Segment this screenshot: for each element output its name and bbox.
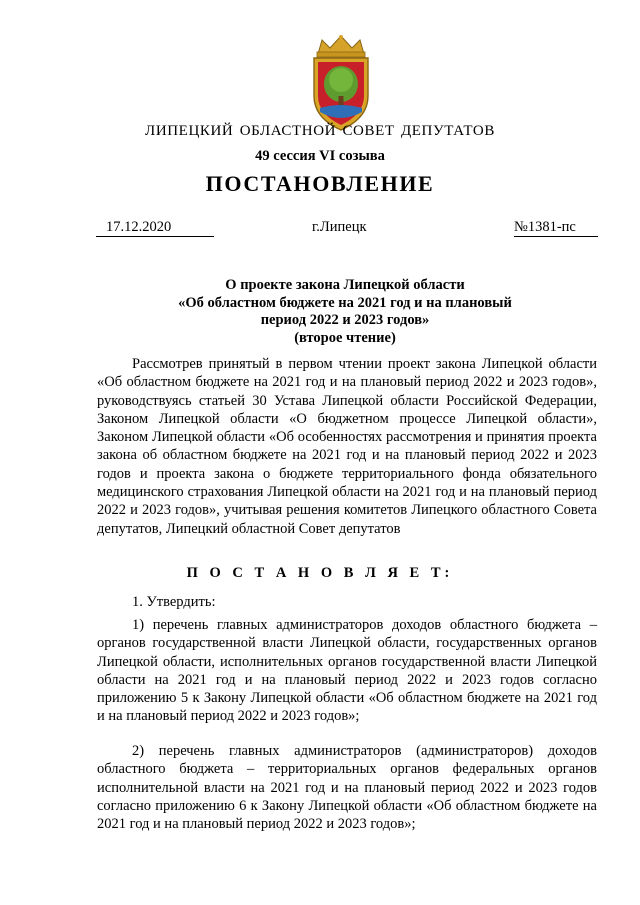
title-line: О проекте закона Липецкой области	[225, 277, 465, 293]
document-city: г.Липецк	[312, 219, 367, 235]
title-line: период 2022 и 2023 годов»	[260, 312, 430, 328]
resolves-heading: П О С Т А Н О В Л Я Е Т:	[186, 565, 454, 581]
title-line: (второе чтение)	[294, 329, 396, 346]
coat-of-arms-icon	[300, 34, 382, 134]
document-date: 17.12.2020	[96, 219, 214, 237]
sub-item-1-paragraph: 1) перечень главных администраторов доходов областного бюджета – органов государственной власти Липецкой области, государственных органов Липецкой области, исполнительных органов государственной власти Липецкой области на 2021 год и на плановый период 2022 и 2023 годов согласно приложению 5 к Закону Липецкой области «Об областном бюджете на 2021 год и на плановый период 2022 и 2023 годов»;	[97, 617, 597, 725]
session-label: 49 сессия VI созыва	[255, 148, 385, 164]
item-1-heading: 1. Утвердить:	[132, 594, 216, 610]
document-number: №1381-пс	[514, 219, 598, 237]
sub-item-2-paragraph: 2) перечень главных администраторов (администраторов) доходов областного бюджета – территориальных органов федеральных органов исполнительной власти на 2021 год и на плановый период 2022 и 2023 годов согласно приложению 6 к Закону Липецкой области «Об областном бюджете на 2021 год и на плановый период 2022 и 2023 годов»;	[97, 743, 597, 833]
document-title	[100, 277, 590, 347]
document-type: ПОСТАНОВЛЕНИЕ	[205, 171, 435, 196]
council-name: ЛИПЕЦКИЙ ОБЛАСТНОЙ СОВЕТ ДЕПУТАТОВ	[145, 123, 495, 139]
preamble-paragraph: Рассмотрев принятый в первом чтении проект закона Липецкой области «Об областном бюджете на 2021 год и на плановый период 2022 и 2023 годов», руководствуясь статьей 30 Устава Липецкой области Российской Федерации, Законом Липецкой области «О бюджетном процессе Липецкой области», Законом Липецкой области «Об особенностях рассмотрения и принятия проекта закона об областном бюджете на 2021 год и на плановый период 2022 и 2023 годов и проекта закона о бюджете территориального фонда обязательного медицинского страхования Липецкой области на 2021 год и на плановый период 2022 и 2023 годов», учитывая решения комитетов Липецкого областного Совета депутатов, Липецкий областной Совет депутатов	[97, 356, 597, 537]
title-line: «Об областном бюджете на 2021 год и на плановый	[178, 294, 512, 311]
